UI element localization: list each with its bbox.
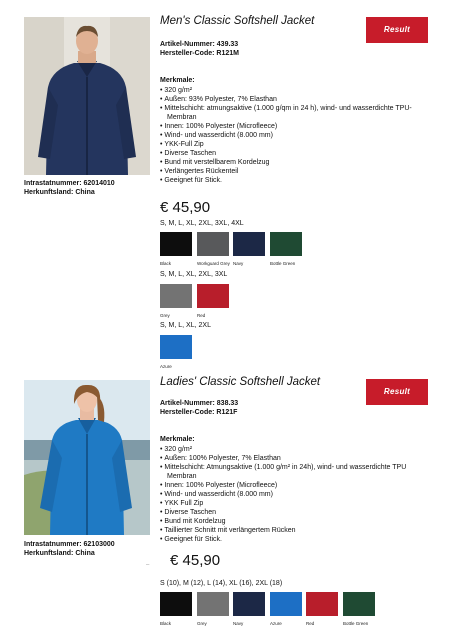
brand-logo-text: Result <box>383 387 411 396</box>
color-swatch-grey <box>197 592 229 616</box>
color-swatch-azure <box>160 335 192 359</box>
features-list <box>160 86 432 185</box>
feature-item: • Bund mit verstellbarem Kordelzug <box>160 158 432 167</box>
feature-item: • Geeignet für Stick. <box>160 535 432 544</box>
size-list: S, M, L, XL, 2XL, 3XL <box>160 271 228 278</box>
feature-item: • Mittelschicht: atmungsaktive (1.000 g/qm in 24 h), wind- und wasserdichte TPU-Membran <box>160 104 432 122</box>
features-heading: Merkmale: <box>160 77 195 84</box>
feature-item: • Diverse Taschen <box>160 508 432 517</box>
feature-item: • Wind- und wasserdicht (8.000 mm) <box>160 490 432 499</box>
intrastat-number: Intrastatnummer: 62103000 <box>24 541 115 548</box>
manufacturer-code: Hersteller-Code: R121M <box>160 50 239 57</box>
color-swatch-workguard-grey <box>197 232 229 256</box>
color-swatch-black <box>160 232 192 256</box>
brand-logo <box>366 379 428 405</box>
feature-item: • Innen: 100% Polyester (Microfleece) <box>160 481 432 490</box>
ladies-jacket-photo <box>24 380 150 535</box>
color-swatch-black <box>160 592 192 616</box>
color-swatch-red <box>197 284 229 308</box>
color-label: Bottle Green <box>343 621 369 626</box>
color-swatch-azure <box>270 592 302 616</box>
product-title: Men's Classic Softshell Jacket <box>160 15 315 27</box>
color-label: Workguard Grey <box>197 261 230 266</box>
color-swatch-red <box>306 592 338 616</box>
product-title: Ladies' Classic Softshell Jacket <box>160 376 321 388</box>
brand-logo <box>366 17 428 43</box>
color-label: Navy <box>233 621 244 626</box>
color-label: Grey <box>197 621 207 626</box>
feature-item: • YKK-Full Zip <box>160 140 432 149</box>
color-swatch-bottle-green <box>343 592 375 616</box>
feature-item: • YKK Full Zip <box>160 499 432 508</box>
feature-item: • Bund mit Kordelzug <box>160 517 432 526</box>
color-label: Red <box>197 313 206 318</box>
color-swatch-bottle-green <box>270 232 302 256</box>
color-label: Black <box>160 261 172 266</box>
intrastat-number: Intrastatnummer: 62014010 <box>24 180 115 187</box>
color-label: Grey <box>160 313 170 318</box>
article-number: Artikel-Nummer: 439.33 <box>160 41 239 48</box>
features-heading: Merkmale: <box>160 436 195 443</box>
product-codes <box>160 40 239 58</box>
size-list: S, M, L, XL, 2XL, 3XL, 4XL <box>160 220 244 227</box>
color-swatch-navy <box>233 232 265 256</box>
brand-logo-text: Result <box>383 25 411 34</box>
color-swatch-navy <box>233 592 265 616</box>
product-codes <box>160 399 238 417</box>
size-list: S, M, L, XL, 2XL <box>160 322 211 329</box>
feature-item: • Verlängertes Rückenteil <box>160 167 432 176</box>
feature-item: • Taillierter Schnitt mit verlängertem Rücken <box>160 526 432 535</box>
feature-item: • Diverse Taschen <box>160 149 432 158</box>
feature-item: • Wind- und wasserdicht (8.000 mm) <box>160 131 432 140</box>
color-label: Red <box>306 621 315 626</box>
feature-item: • Außen: 100% Polyester, 7% Elasthan <box>160 454 432 463</box>
color-label: Azure <box>160 364 172 369</box>
feature-item: • Außen: 93% Polyester, 7% Elasthan <box>160 95 432 104</box>
origin-country: Herkunftsland: China <box>24 189 95 196</box>
feature-item: • Mittelschicht: Atmungsaktive (1.000 g/m² in 24h), wind- und wasserdichte TPU Membran <box>160 463 432 481</box>
feature-item: • 320 g/m² <box>160 445 432 454</box>
origin-country: Herkunftsland: China <box>24 550 95 557</box>
features-list <box>160 445 432 544</box>
size-list: S (10), M (12), L (14), XL (16), 2XL (18) <box>160 580 283 587</box>
intrastat-block <box>24 540 115 558</box>
color-label: Navy <box>233 261 244 266</box>
feature-item: • 320 g/m² <box>160 86 432 95</box>
intrastat-block <box>24 179 115 197</box>
feature-item: • Geeignet für Stick. <box>160 176 432 185</box>
color-label: Bottle Green <box>270 261 296 266</box>
men-jacket-photo <box>24 17 150 175</box>
manufacturer-code: Hersteller-Code: R121F <box>160 409 238 416</box>
price: € 45,90 <box>160 199 211 216</box>
price: € 45,90 <box>170 552 221 569</box>
color-swatch-grey <box>160 284 192 308</box>
separator-mark: – <box>146 562 150 568</box>
article-number: Artikel-Nummer: 838.33 <box>160 400 239 407</box>
color-label: Black <box>160 621 172 626</box>
color-label: Azure <box>270 621 282 626</box>
feature-item: • Innen: 100% Polyester (Microfleece) <box>160 122 432 131</box>
